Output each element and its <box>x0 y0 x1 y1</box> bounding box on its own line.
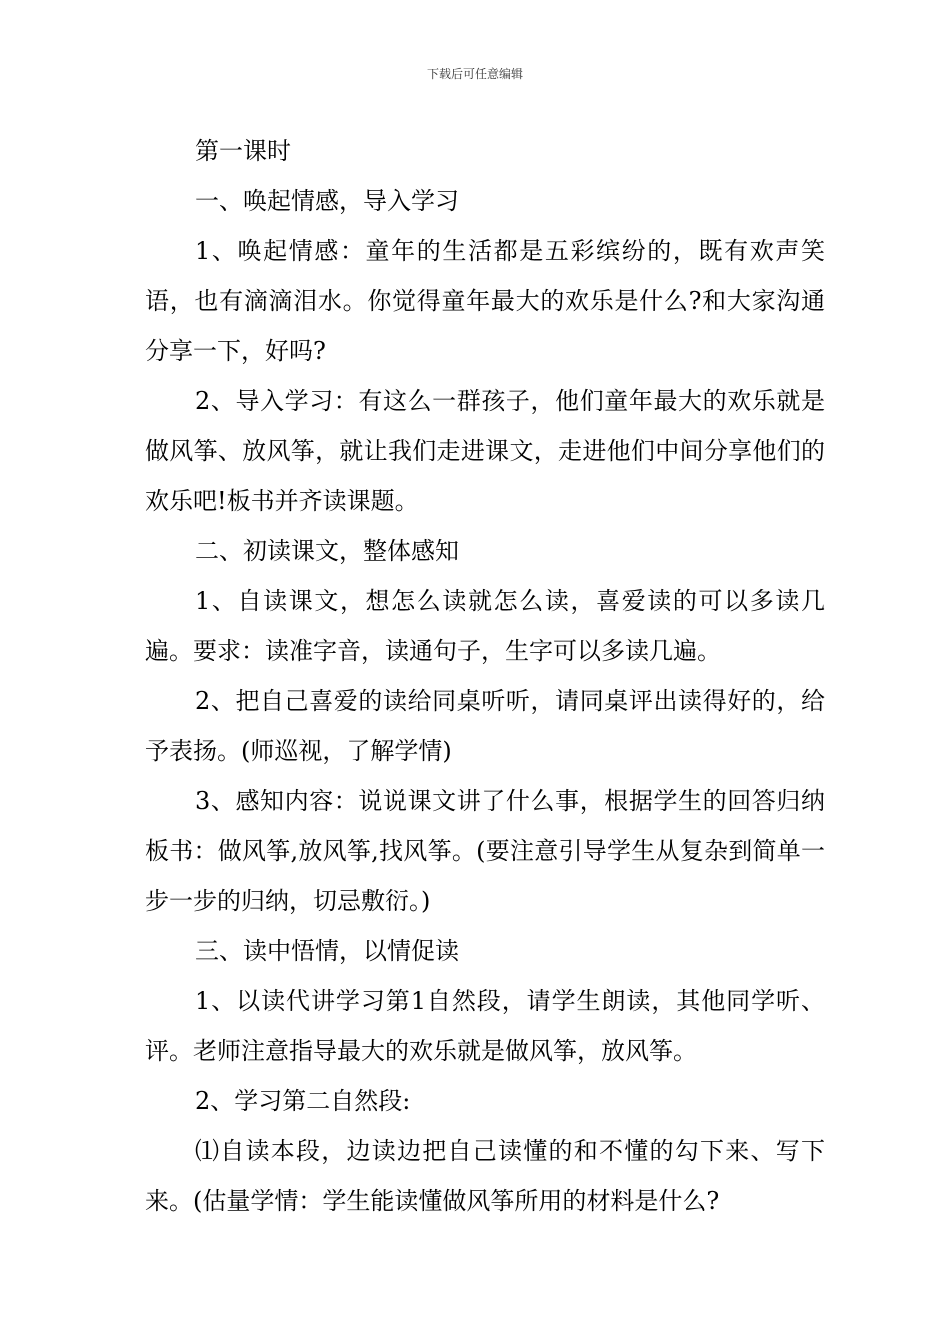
paragraph: 1、以读代讲学习第1自然段，请学生朗读，其他同学听、评。老师注意指导最大的欢乐就是做风筝，放风筝。 <box>145 987 825 1065</box>
section-heading-3: 三、读中悟情，以情促读 <box>195 937 459 965</box>
section-heading-2: 二、初读课文，整体感知 <box>195 537 459 565</box>
paragraph: 2、把自己喜爱的读给同桌听听，请同桌评出读得好的，给予表扬。(师巡视，了解学情) <box>145 687 825 765</box>
paragraph: 3、感知内容：说说课文讲了什么事，根据学生的回答归纳板书：做风筝,放风筝,找风筝。(要注意引导学生从复杂到简单一步一步的归纳，切忌敷衍。) <box>145 787 825 915</box>
paragraph: 2、导入学习：有这么一群孩子，他们童年最大的欢乐就是做风筝、放风筝，就让我们走进课文，走进他们中间分享他们的欢乐吧!板书并齐读课题。 <box>145 387 825 515</box>
paragraph: 1、唤起情感：童年的生活都是五彩缤纷的，既有欢声笑语，也有滴滴泪水。你觉得童年最大的欢乐是什么?和大家沟通分享一下，好吗? <box>145 237 825 365</box>
page-header-note: 下载后可任意编辑 <box>426 67 523 81</box>
section-heading-1: 一、唤起情感，导入学习 <box>195 187 459 215</box>
paragraph: ⑴自读本段，边读边把自己读懂的和不懂的勾下来、写下来。(估量学情：学生能读懂做风筝所用的材料是什么? <box>145 1137 825 1215</box>
lesson-heading: 第一课时 <box>195 137 291 165</box>
paragraph: 2、学习第二自然段: <box>195 1087 411 1115</box>
paragraph: 1、自读课文，想怎么读就怎么读，喜爱读的可以多读几遍。要求：读准字音，读通句子，生字可以多读几遍。 <box>145 587 825 665</box>
document-body <box>145 126 825 1226</box>
